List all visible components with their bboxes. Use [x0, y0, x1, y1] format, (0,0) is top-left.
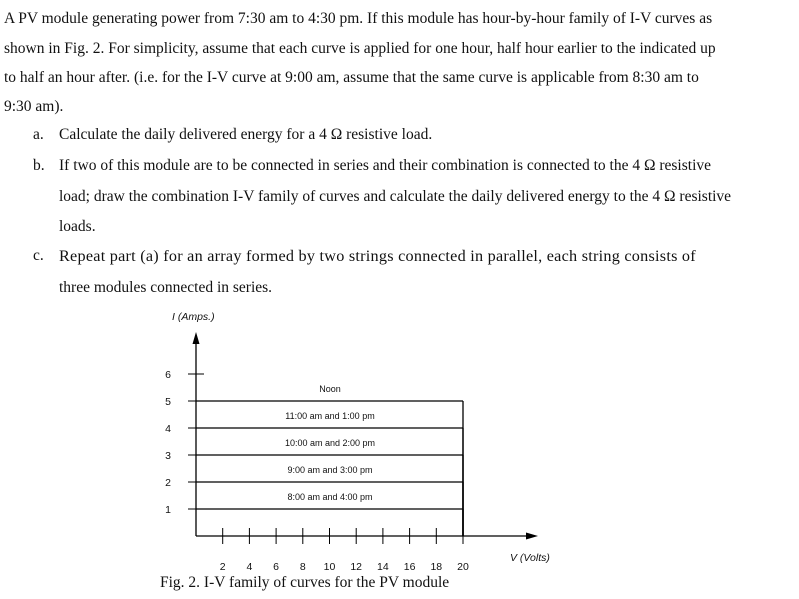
x-tick-label-18: 18 [430, 561, 443, 573]
iv-curve-label-4: 11:00 am and 1:00 pm [285, 411, 375, 421]
x-axis-arrow [526, 533, 538, 540]
y-tick-label-4: 4 [165, 423, 171, 435]
y-tick-label-3: 3 [165, 450, 171, 462]
y-tick-label-2: 2 [165, 477, 171, 489]
y-axis-label: I (Amps.) [172, 311, 215, 323]
y-tick-label-5: 5 [165, 396, 171, 408]
iv-curve-label-5: Noon [319, 384, 341, 394]
iv-curve-label-1: 8:00 am and 4:00 pm [287, 492, 373, 502]
x-tick-label-20: 20 [457, 561, 469, 573]
x-tick-label-16: 16 [403, 561, 416, 573]
part-c-line-2: three modules connected in series. [59, 279, 273, 296]
intro-line-3: to half an hour after. (i.e. for the I-V curve at 9:00 am, assume that the same curve is applicable from 8:30 am to [4, 69, 699, 86]
figure-caption: Fig. 2. I-V family of curves for the PV module [160, 574, 450, 591]
x-tick-label-12: 12 [350, 561, 363, 573]
iv-curve-label-2: 9:00 am and 3:00 pm [287, 465, 373, 475]
x-tick-label-4: 4 [246, 561, 253, 573]
x-tick-label-8: 8 [299, 561, 306, 573]
part-b-line-1: If two of this module are to be connected in series and their combination is connected to the 4 Ω resistive [59, 157, 711, 174]
part-c-label: c. [33, 247, 44, 264]
intro-line-4: 9:30 am). [4, 98, 64, 115]
part-b-line-3: loads. [59, 218, 96, 235]
y-tick-label-1: 1 [165, 504, 171, 516]
part-a-label: a. [33, 126, 44, 143]
iv-curve-label-3: 10:00 am and 2:00 pm [284, 438, 376, 448]
y-tick-label-6: 6 [165, 369, 171, 381]
x-tick-label-2: 2 [219, 561, 226, 573]
part-b-line-2: load; draw the combination I-V family of curves and calculate the daily delivered energy to the 4 Ω resistive [59, 188, 732, 205]
intro-line-2: shown in Fig. 2. For simplicity, assume that each curve is applied for one hour, half hour earlier to the indicated up [4, 40, 716, 57]
x-axis-label: V (Volts) [510, 552, 550, 564]
y-axis-arrow [193, 332, 200, 344]
part-b-label: b. [33, 157, 45, 174]
part-c-line-1: Repeat part (a) for an array formed by two strings connected in parallel, each string consists of [59, 247, 696, 265]
part-a-line-1: Calculate the daily delivered energy for a 4 Ω resistive load. [59, 126, 433, 143]
x-tick-label-10: 10 [323, 561, 336, 573]
intro-line-1: A PV module generating power from 7:30 am to 4:30 pm. If this module has hour-by-hour family of I-V curves as [4, 10, 713, 27]
x-tick-label-6: 6 [273, 561, 280, 573]
x-tick-label-14: 14 [377, 561, 389, 573]
